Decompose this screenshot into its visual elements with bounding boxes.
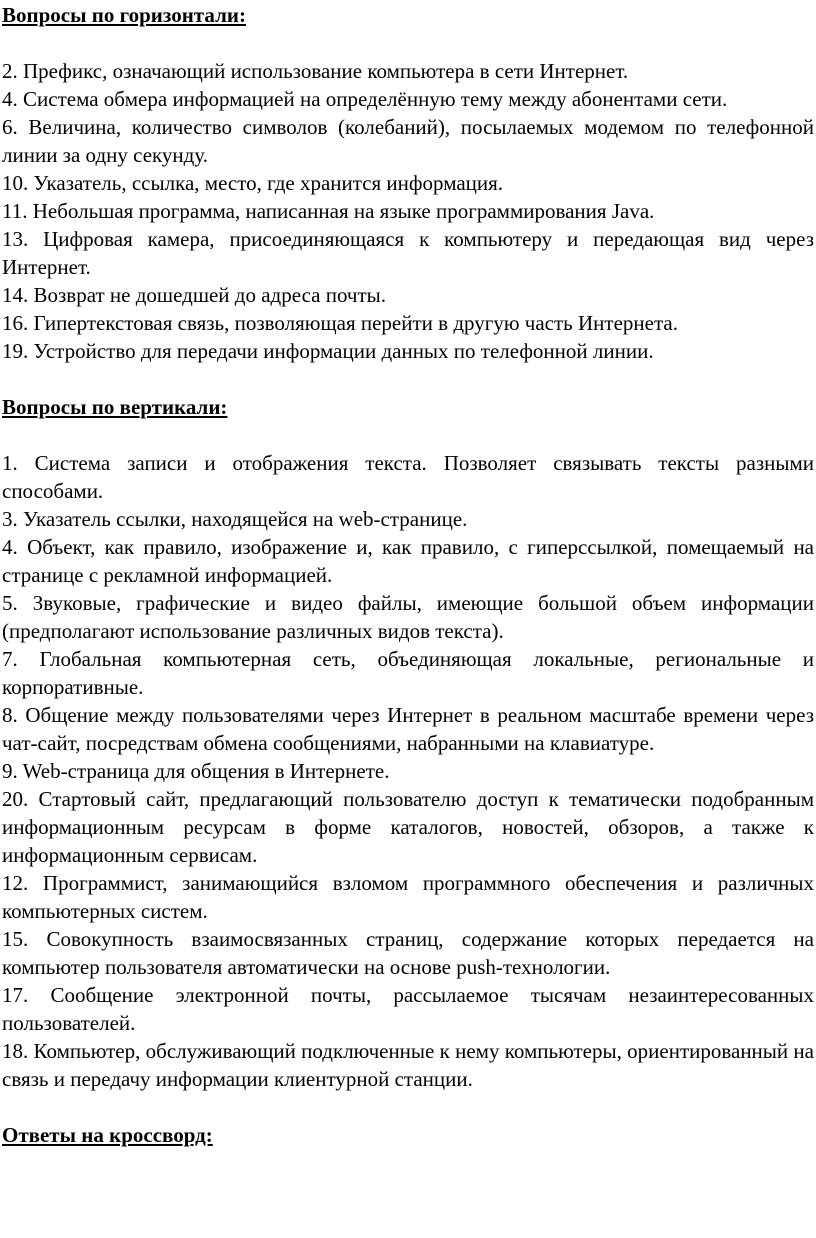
vertical-question-5: 5. Звуковые, графические и видео файлы, имеющие большой объем информации (предполагают использование различных видов текста). xyxy=(2,591,814,643)
blank-line xyxy=(2,29,814,57)
vertical-question-3: 3. Указатель ссылки, находящейся на web-странице. xyxy=(2,507,468,531)
blank-line xyxy=(2,365,814,393)
vertical-question-15: 15. Совокупность взаимосвязанных страниц, содержание которых передается на компьютер пользователя автоматически на основе push-технологии. xyxy=(2,927,814,979)
blank-line xyxy=(2,1093,814,1121)
horizontal-question-11: 11. Небольшая программа, написанная на языке программирования Java. xyxy=(2,199,655,223)
horizontal-heading: Вопросы по горизонтали: xyxy=(2,3,246,27)
vertical-question-18: 18. Компьютер, обслуживающий подключенные к нему компьютеры, ориентированный на связь и передачу информации клиентурной станции. xyxy=(2,1039,814,1091)
horizontal-question-16: 16. Гипертекстовая связь, позволяющая перейти в другую часть Интернета. xyxy=(2,311,678,335)
vertical-heading: Вопросы по вертикали: xyxy=(2,395,228,419)
horizontal-question-2: 2. Префикс, означающий использование компьютера в сети Интернет. xyxy=(2,59,629,83)
horizontal-question-6: 6. Величина, количество символов (колебаний), посылаемых модемом по телефонной линии за одну секунду. xyxy=(2,115,814,167)
vertical-question-17: 17. Сообщение электронной почты, рассылаемое тысячам незаинтересованных пользователей. xyxy=(2,983,814,1035)
horizontal-question-14: 14. Возврат не дошедшей до адреса почты. xyxy=(2,283,387,307)
horizontal-question-13: 13. Цифровая камера, присоединяющаяся к компьютеру и передающая вид через Интернет. xyxy=(2,227,814,279)
vertical-question-9: 9. Web-страница для общения в Интернете. xyxy=(2,759,390,783)
answers-heading: Ответы на кроссворд: xyxy=(2,1123,213,1147)
horizontal-question-4: 4. Система обмера информацией на определённую тему между абонентами сети. xyxy=(2,87,728,111)
vertical-question-20: 20. Стартовый сайт, предлагающий пользователю доступ к тематически подобранным информационным ресурсам в форме каталогов, новостей, обзоров, а также к информационным сервисам. xyxy=(2,787,814,867)
vertical-question-12: 12. Программист, занимающийся взломом программного обеспечения и различных компьютерных систем. xyxy=(2,871,814,923)
vertical-question-7: 7. Глобальная компьютерная сеть, объединяющая локальные, региональные и корпоративные. xyxy=(2,647,814,699)
vertical-question-1: 1. Система записи и отображения текста. Позволяет связывать тексты разными способами. xyxy=(2,451,814,503)
blank-line xyxy=(2,421,814,449)
vertical-question-8: 8. Общение между пользователями через Интернет в реальном масштабе времени через чат-сайт, посредствам обмена сообщениями, набранными на клавиатуре. xyxy=(2,703,814,755)
vertical-question-4: 4. Объект, как правило, изображение и, как правило, с гиперссылкой, помещаемый на странице с рекламной информацией. xyxy=(2,535,814,587)
horizontal-question-10: 10. Указатель, ссылка, место, где хранится информация. xyxy=(2,171,504,195)
horizontal-question-19: 19. Устройство для передачи информации данных по телефонной линии. xyxy=(2,339,654,363)
